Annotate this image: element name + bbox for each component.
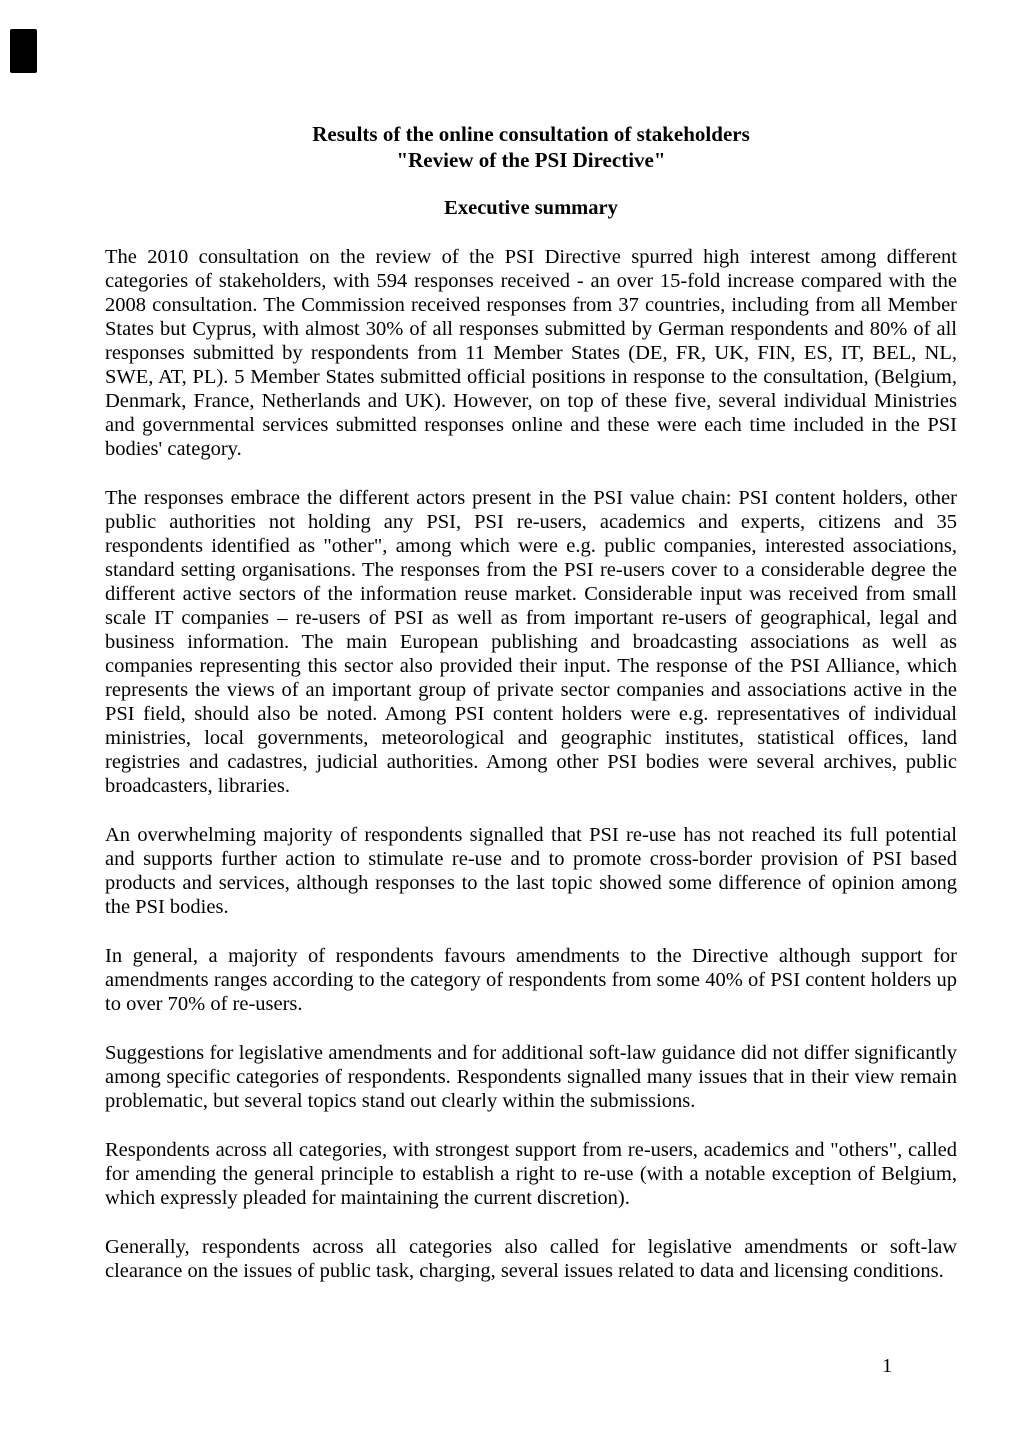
paragraph-legislative-amendments: Generally, respondents across all categories also called for legislative amendments or soft-law clearance on the issues of public task, charging, several issues related to data and licensing conditions.: [105, 1236, 957, 1282]
paragraph-respondent-categories: The responses embrace the different actors present in the PSI value chain: PSI content holders, other public authorities not holding any PSI, PSI re-users, academics and experts, citizens and 35 respondents identified as "other", among which were e.g. public companies, interested associations, standard setting organisations. The responses from the PSI re-users cover to a considerable degree the different active sectors of the information reuse market. Considerable input was received from small scale IT companies – re-users of PSI as well as from important re-users of geographical, legal and business information. The main European publishing and broadcasting associations as well as companies representing this sector also provided their input. The response of the PSI Alliance, which represents the views of an important group of private sector companies and associations active in the PSI field, should also be noted. Among PSI content holders were e.g. representatives of individual ministries, local governments, meteorological and geographic institutes, statistical offices, land registries and cadastres, judicial authorities. Among other PSI bodies were several archives, public broadcasters, libraries.: [105, 487, 957, 797]
paragraph-reuse-potential: An overwhelming majority of respondents signalled that PSI re-use has not reached its full potential and supports further action to stimulate re-use and to promote cross-border provision of PSI based products and services, although responses to the last topic showed some difference of opinion among the PSI bodies.: [105, 824, 957, 918]
document-body: [105, 121, 957, 1283]
page-number: 1: [882, 1355, 893, 1377]
document-title: [105, 121, 957, 173]
section-heading-executive-summary: Executive summary: [444, 197, 618, 219]
executive-summary-text: [105, 245, 957, 1283]
document-title-line1: Results of the online consultation of stakeholders: [312, 122, 750, 146]
document-title-line2: "Review of the PSI Directive": [396, 148, 666, 172]
scan-artifact-mark: [10, 29, 37, 73]
paragraph-consultation-responses: The 2010 consultation on the review of the PSI Directive spurred high interest among different categories of stakeholders, with 594 responses received - an over 15-fold increase compared with the 2008 consultation. The Commission received responses from 37 countries, including from all Member States but Cyprus, with almost 30% of all responses submitted by German respondents and 80% of all responses submitted by respondents from 11 Member States (DE, FR, UK, FIN, ES, IT, BEL, NL, SWE, AT, PL). 5 Member States submitted official positions in response to the consultation, (Belgium, Denmark, France, Netherlands and UK). However, on top of these five, several individual Ministries and governmental services submitted responses online and these were each time included in the PSI bodies' category.: [105, 246, 957, 460]
paragraph-suggestions: Suggestions for legislative amendments and for additional soft-law guidance did not differ significantly among specific categories of respondents. Respondents signalled many issues that in their view remain problematic, but several topics stand out clearly within the submissions.: [105, 1042, 957, 1112]
paragraph-amendment-support: In general, a majority of respondents favours amendments to the Directive although support for amendments ranges according to the category of respondents from some 40% of PSI content holders up to over 70% of re-users.: [105, 945, 957, 1015]
paragraph-right-to-reuse: Respondents across all categories, with strongest support from re-users, academics and "others", called for amending the general principle to establish a right to re-use (with a notable exception of Belgium, which expressly pleaded for maintaining the current discretion).: [105, 1139, 957, 1209]
